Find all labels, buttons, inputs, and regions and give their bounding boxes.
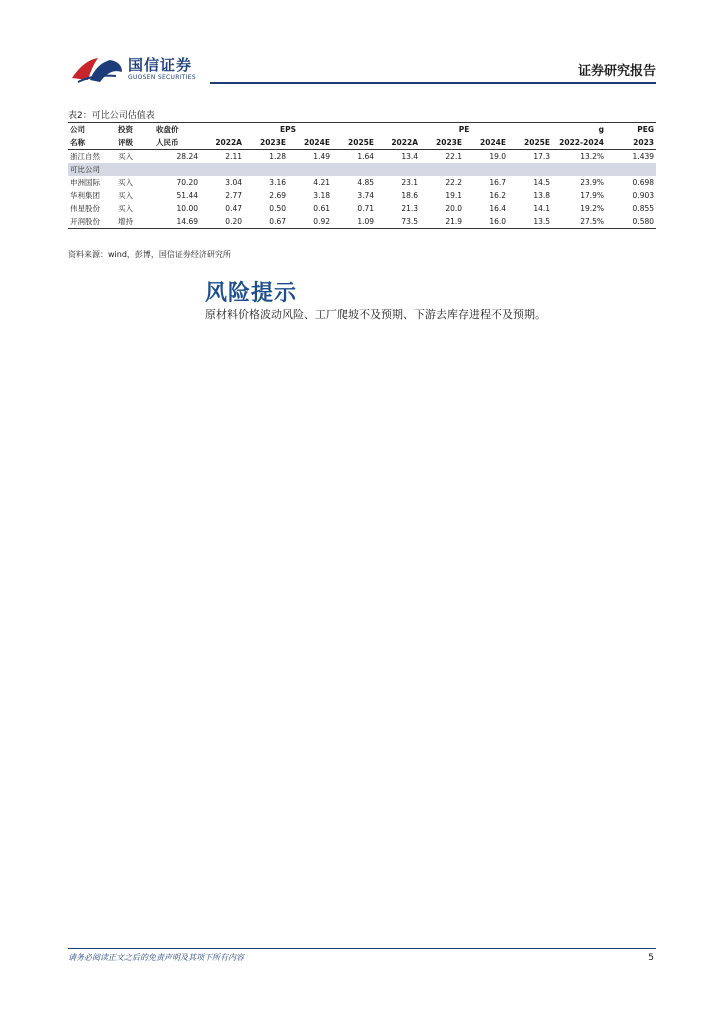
table-cell: 13.5 (508, 215, 552, 229)
header-cell-pe: PE (376, 123, 552, 137)
header-cell-g: g (552, 123, 606, 137)
header-cell: 2022A (200, 136, 244, 150)
table-cell: 0.855 (632, 204, 655, 213)
footer-divider (68, 948, 656, 949)
header-cell: 人民币 (154, 136, 200, 150)
table-cell: 1.439 (632, 152, 655, 161)
table-cell: 23.9% (580, 178, 605, 187)
table-cell: 0.47 (225, 204, 242, 213)
table-cell: 2.77 (225, 191, 242, 200)
table-cell: 3.16 (269, 178, 286, 187)
table-cell: 1.09 (332, 215, 376, 229)
table-cell: 13.4 (401, 152, 419, 161)
table-cell: 22.1 (445, 152, 463, 161)
table-caption: 表2：可比公司估值表 (68, 111, 155, 121)
table-cell: 申洲国际 (70, 178, 100, 187)
comparable-valuation-table (68, 122, 656, 229)
table-cell: 14.69 (154, 215, 200, 229)
table-cell: 19.2% (580, 204, 605, 213)
table-cell: 买入 (118, 152, 133, 161)
table-cell: 浙江自然 (70, 152, 100, 161)
table-cell: 21.9 (420, 215, 464, 229)
report-type-label: 证券研究报告 (577, 64, 656, 79)
header-cell-peg: PEG (606, 123, 656, 137)
header-cell: 评级 (116, 136, 154, 150)
table-cell: 0.20 (200, 215, 244, 229)
table-header-row-1 (68, 123, 656, 137)
table-cell: 2.11 (225, 152, 242, 161)
table-cell: 20.0 (445, 204, 463, 213)
header-cell: 2023E (420, 136, 464, 150)
table-cell: 16.7 (489, 178, 507, 187)
table-cell: 16.2 (489, 191, 507, 200)
header-divider (210, 82, 656, 84)
table-cell: 73.5 (376, 215, 420, 229)
header-cell: 2025E (508, 136, 552, 150)
table-cell: 0.50 (269, 204, 286, 213)
header-cell: 投资 (116, 123, 154, 137)
table-cell: 17.3 (533, 152, 551, 161)
table-cell: 开润股份 (68, 215, 116, 229)
table-row-target (68, 150, 656, 164)
table-cell: 13.8 (533, 191, 551, 200)
table-cell: 27.5% (552, 215, 606, 229)
table-cell: 16.0 (464, 215, 508, 229)
logo-chinese-name: 国信证券 (128, 56, 193, 74)
logo-english-name: GUOSEN SECURITIES (128, 74, 197, 81)
header-cell: 2024E (464, 136, 508, 150)
table-cell: 4.85 (357, 178, 375, 187)
table-cell: 0.92 (288, 215, 332, 229)
table-cell: 16.4 (489, 204, 507, 213)
table-cell: 19.0 (489, 152, 507, 161)
table-cell: 70.20 (176, 178, 198, 187)
header-cell: 2023 (606, 136, 656, 150)
table-cell: 10.00 (176, 204, 198, 213)
table-row (68, 202, 656, 215)
company-logo (70, 52, 210, 88)
table-cell: 23.1 (401, 178, 419, 187)
table-cell: 13.2% (580, 152, 605, 161)
table-cell: 0.698 (632, 178, 655, 187)
header-cell: 公司 (68, 123, 116, 137)
table-cell: 18.6 (401, 191, 419, 200)
table-cell: 0.61 (313, 204, 330, 213)
header-cell-eps: EPS (200, 123, 376, 137)
table-cell: 华利集团 (70, 191, 100, 200)
table-cell: 买入 (118, 178, 133, 187)
header-cell: 2022A (376, 136, 420, 150)
header-cell: 2025E (332, 136, 376, 150)
table-source-note: 资料来源：wind，彭博，国信证券经济研究所 (68, 250, 231, 259)
header-cell: 2023E (244, 136, 288, 150)
header-cell: 2024E (288, 136, 332, 150)
table-cell: 17.9% (580, 191, 605, 200)
header-cell: 名称 (68, 136, 116, 150)
table-cell: 0.67 (244, 215, 288, 229)
table-cell: 伟星股份 (70, 204, 100, 213)
table-cell: 买入 (118, 204, 133, 213)
table-cell: 3.04 (225, 178, 242, 187)
guosen-logo-icon (70, 54, 124, 86)
table-cell: 买入 (118, 191, 133, 200)
header-cell: 收盘价 (154, 123, 200, 137)
page-number: 5 (648, 953, 654, 963)
valuation-table-container (68, 122, 656, 229)
footer-disclaimer: 请务必阅读正文之后的免责声明及其项下所有内容 (68, 953, 244, 962)
table-cell: 14.1 (533, 204, 551, 213)
table-cell: 0.903 (632, 191, 655, 200)
risk-section-title: 风险提示 (205, 281, 298, 306)
table-cell: 14.5 (533, 178, 551, 187)
group-label: 可比公司 (68, 163, 656, 176)
table-cell: 22.2 (445, 178, 463, 187)
table-row (68, 189, 656, 202)
table-cell: 3.18 (313, 191, 330, 200)
table-cell: 1.49 (313, 152, 330, 161)
table-cell: 1.28 (269, 152, 286, 161)
table-group-row (68, 163, 656, 176)
header-cell: 2022-2024 (552, 136, 606, 150)
table-cell: 4.21 (313, 178, 330, 187)
table-cell: 19.1 (445, 191, 463, 200)
table-cell: 21.3 (401, 204, 419, 213)
table-cell: 2.69 (269, 191, 286, 200)
table-cell: 51.44 (176, 191, 198, 200)
table-cell: 3.74 (357, 191, 375, 200)
table-cell: 28.24 (176, 152, 198, 161)
table-cell: 0.580 (606, 215, 656, 229)
table-cell: 1.64 (357, 152, 375, 161)
risk-section-text: 原材料价格波动风险、工厂爬坡不及预期、下游去库存进程不及预期。 (205, 308, 546, 321)
table-header-row-2 (68, 136, 656, 150)
table-row (68, 176, 656, 189)
table-cell: 增持 (116, 215, 154, 229)
table-row (68, 215, 656, 229)
table-cell: 0.71 (357, 204, 375, 213)
